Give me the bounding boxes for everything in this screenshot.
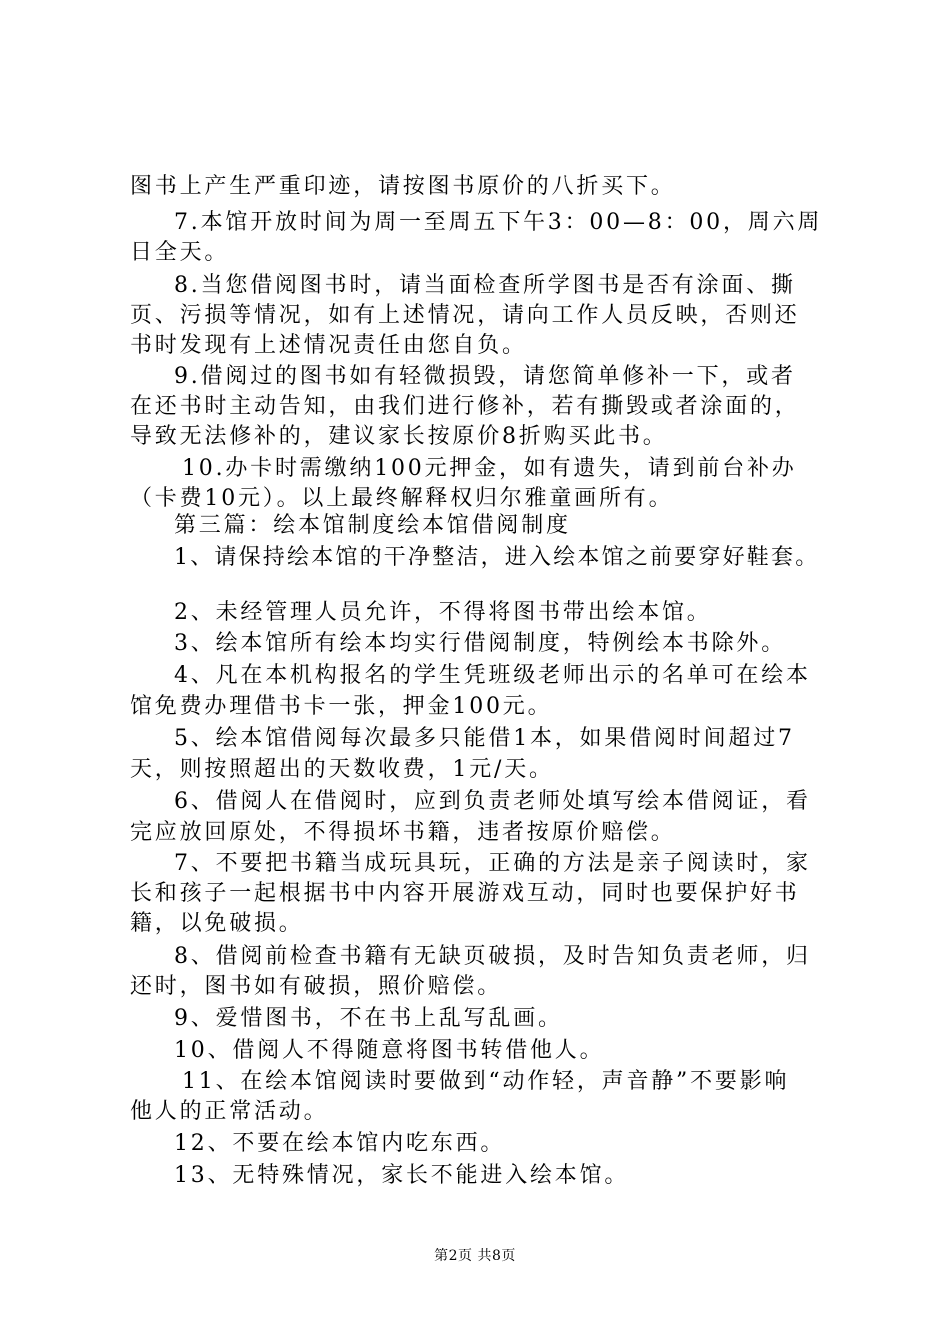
paragraph-line: 他人的正常活动。 <box>130 1099 329 1124</box>
paragraph-line: 还时，图书如有破损，照价赔偿。 <box>130 974 503 999</box>
paragraph-line: 6、借阅人在借阅时，应到负责老师处填写绘本借阅证，看 <box>174 789 811 814</box>
paragraph-line: 2、未经管理人员允许，不得将图书带出绘本馆。 <box>174 600 712 625</box>
paragraph-line: 8、借阅前检查书籍有无缺页破损，及时告知负责老师，归 <box>174 944 811 969</box>
paragraph-line: 5、绘本馆借阅每次最多只能借1本，如果借阅时间超过7 <box>174 726 795 751</box>
paragraph-line: 馆免费办理借书卡一张，押金100元。 <box>130 694 553 719</box>
section-heading: 第三篇：绘本馆制度绘本馆借阅制度 <box>174 513 571 538</box>
paragraph-line: 导致无法修补的，建议家长按原价8折购买此书。 <box>130 424 668 449</box>
page-number-footer: 第2页 共8页 <box>434 1248 516 1264</box>
paragraph-line: 8.当您借阅图书时，请当面检查所学图书是否有涂面、撕 <box>174 273 796 298</box>
paragraph-line: 4、凡在本机构报名的学生凭班级老师出示的名单可在绘本 <box>174 663 811 688</box>
paragraph-line: 完应放回原处，不得损坏书籍，违者按原价赔偿。 <box>130 820 676 845</box>
paragraph-line: 9.借阅过的图书如有轻微损毁，请您简单修补一下，或者 <box>174 364 796 389</box>
paragraph-line: 3、绘本馆所有绘本均实行借阅制度，特例绘本书除外。 <box>174 631 786 656</box>
paragraph-line: 图书上产生严重印迹，请按图书原价的八折买下。 <box>130 174 676 199</box>
paragraph-line: 11、在绘本馆阅读时要做到“动作轻，声音静”不要影响 <box>182 1069 790 1094</box>
paragraph-line: （卡费10元）。以上最终解释权归尔雅童画所有。 <box>130 486 674 511</box>
paragraph-line: 1、请保持绘本馆的干净整洁，进入绘本馆之前要穿好鞋套。 <box>174 545 820 570</box>
paragraph-line: 籍，以免破损。 <box>130 911 304 936</box>
paragraph-line: 天，则按照超出的天数收费，1元/天。 <box>130 757 554 782</box>
paragraph-line: 13、无特殊情况，家长不能进入绘本馆。 <box>174 1163 630 1188</box>
paragraph-line: 10、借阅人不得随意将图书转借他人。 <box>174 1038 605 1063</box>
paragraph-line: 日全天。 <box>130 240 230 265</box>
paragraph-line: 长和孩子一起根据书中内容开展游戏互动，同时也要保护好书 <box>130 881 800 906</box>
paragraph-line: 7.本馆开放时间为周一至周五下午3：00—8：00，周六周 <box>174 210 823 235</box>
paragraph-line: 页、污损等情况，如有上述情况，请向工作人员反映，否则还 <box>130 303 800 328</box>
paragraph-line: 在还书时主动告知，由我们进行修补，若有撕毁或者涂面的， <box>130 394 800 419</box>
paragraph-line: 7、不要把书籍当成玩具玩，正确的方法是亲子阅读时，家 <box>174 851 811 876</box>
paragraph-line: 书时发现有上述情况责任由您自负。 <box>130 333 527 358</box>
paragraph-line: 9、爱惜图书，不在书上乱写乱画。 <box>174 1006 563 1031</box>
paragraph-line: 12、不要在绘本馆内吃东西。 <box>174 1131 506 1156</box>
paragraph-line: 10.办卡时需缴纳100元押金，如有遗失，请到前台补办 <box>182 456 797 481</box>
